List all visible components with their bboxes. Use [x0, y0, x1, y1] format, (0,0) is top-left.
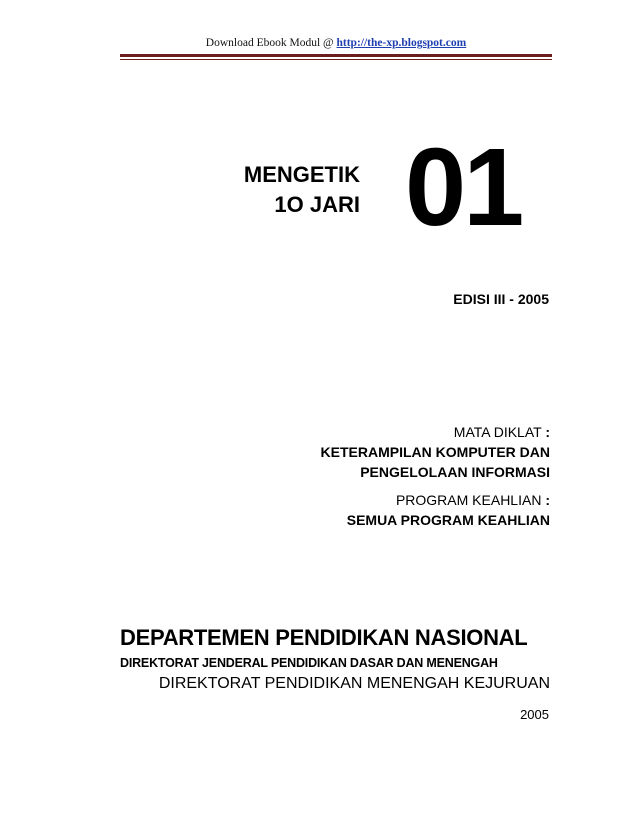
header-rule-thin [120, 59, 552, 60]
program-label: PROGRAM KEAHLIAN [395, 492, 542, 508]
header-prefix: Download Ebook Modul @ [205, 37, 334, 49]
mata-diklat-colon: : [545, 424, 550, 440]
title-line-1: MENGETIK [243, 162, 360, 187]
program-colon: : [545, 492, 550, 508]
page-header [120, 37, 552, 49]
program-value: SEMUA PROGRAM KEAHLIAN [346, 512, 550, 528]
program-block [347, 490, 550, 530]
department-name: DEPARTEMEN PENDIDIKAN NASIONAL [120, 625, 528, 650]
mata-diklat-value-2: PENGELOLAAN INFORMASI [360, 464, 550, 480]
mata-diklat-value-1: KETERAMPILAN KOMPUTER DAN [320, 444, 550, 460]
mata-diklat-block [321, 422, 550, 482]
header-link[interactable]: http://the-xp.blogspot.com [336, 37, 467, 49]
title-line-2: 1O JARI [274, 192, 360, 217]
edition-label: EDISI III - 2005 [453, 291, 549, 307]
mata-diklat-label: MATA DIKLAT [453, 424, 542, 440]
module-number: 01 [405, 126, 522, 249]
directorate: DIREKTORAT PENDIDIKAN MENENGAH KEJURUAN [158, 675, 550, 692]
publication-year: 2005 [520, 707, 549, 722]
module-title [180, 160, 360, 220]
directorate-general: DIREKTORAT JENDERAL PENDIDIKAN DASAR DAN MENENGAH [120, 656, 498, 670]
header-rule-thick [120, 54, 552, 57]
